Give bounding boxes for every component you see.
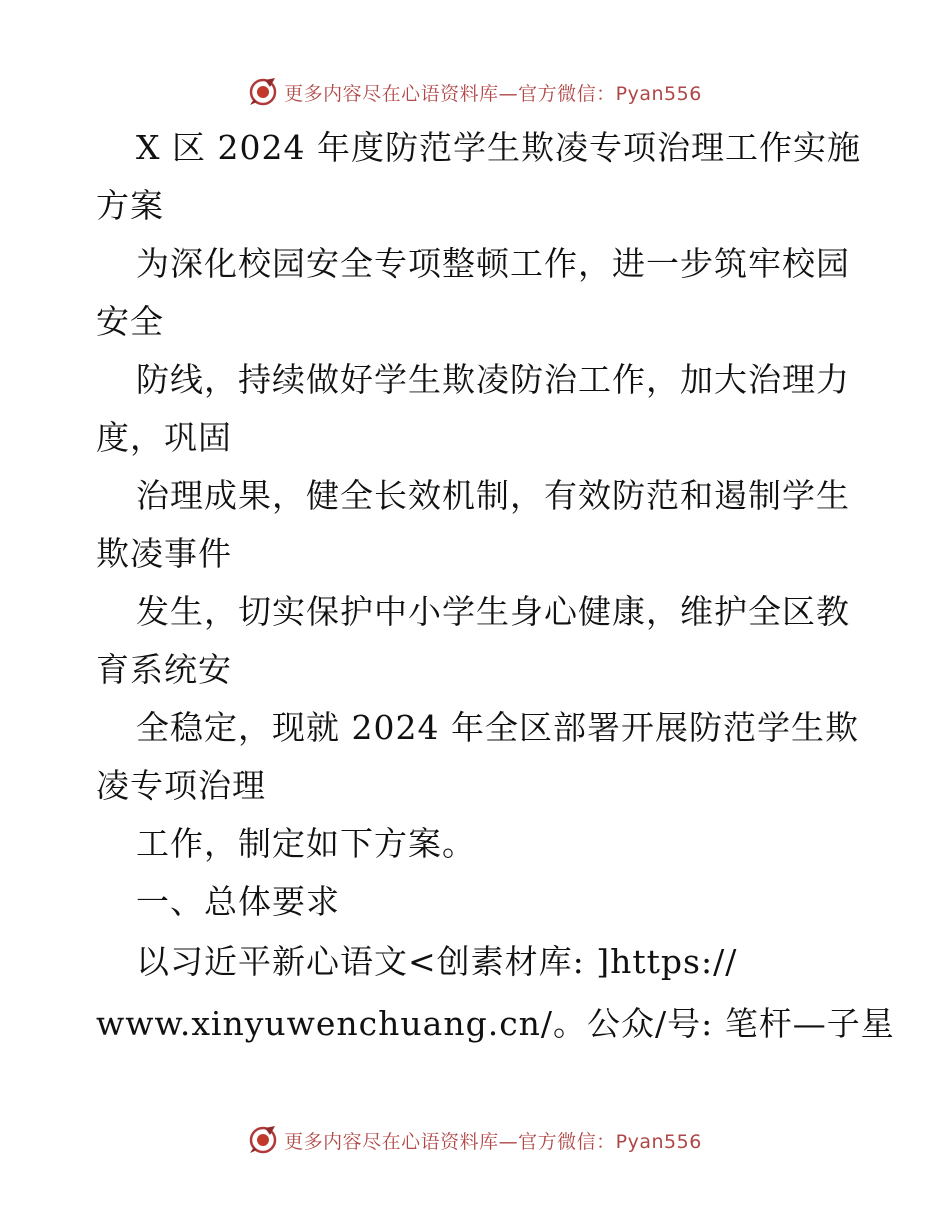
doc-title-line-2: 方案: [96, 186, 164, 225]
doc-paragraph-line: 治理成果，健全长效机制，有效防范和遏制学生: [136, 476, 850, 515]
doc-paragraph-line: 全稳定，现就 2024 年全区部署开展防范学生欺: [136, 708, 859, 747]
doc-paragraph-line: 以习近平新心语文<创素材库: ]https://: [136, 942, 738, 981]
doc-paragraph-line: 发生，切实保护中小学生身心健康，维护全区教: [136, 592, 850, 631]
doc-paragraph-line: www.xinyuwenchuang.cn/。公众/号: 笔杆—子星: [96, 1004, 895, 1043]
footer-watermark-banner: [0, 1120, 950, 1160]
doc-paragraph-line: 防线，持续做好学生欺凌防治工作，加大治理力: [136, 360, 850, 399]
writing-brush-logo-icon: [248, 77, 278, 107]
doc-title-line-1: X 区 2024 年度防范学生欺凌专项治理工作实施: [136, 128, 861, 167]
doc-paragraph-line: 度，巩固: [96, 418, 232, 457]
writing-brush-logo-icon: [248, 1125, 278, 1155]
banner-text: 更多内容尽在心语资料库—官方微信：Pyan556: [284, 1130, 702, 1153]
section-heading: 一、总体要求: [136, 882, 340, 921]
doc-paragraph-line: 育系统安: [96, 650, 232, 689]
doc-paragraph-line: 为深化校园安全专项整顿工作，进一步筑牢校园: [136, 244, 850, 283]
doc-paragraph-line: 凌专项治理: [96, 766, 266, 805]
banner-text: 更多内容尽在心语资料库—官方微信：Pyan556: [284, 82, 702, 105]
doc-paragraph-line: 欺凌事件: [96, 534, 232, 573]
doc-paragraph-line: 安全: [96, 302, 164, 341]
header-watermark-banner: [0, 72, 950, 112]
doc-paragraph-line: 工作，制定如下方案。: [136, 824, 476, 863]
